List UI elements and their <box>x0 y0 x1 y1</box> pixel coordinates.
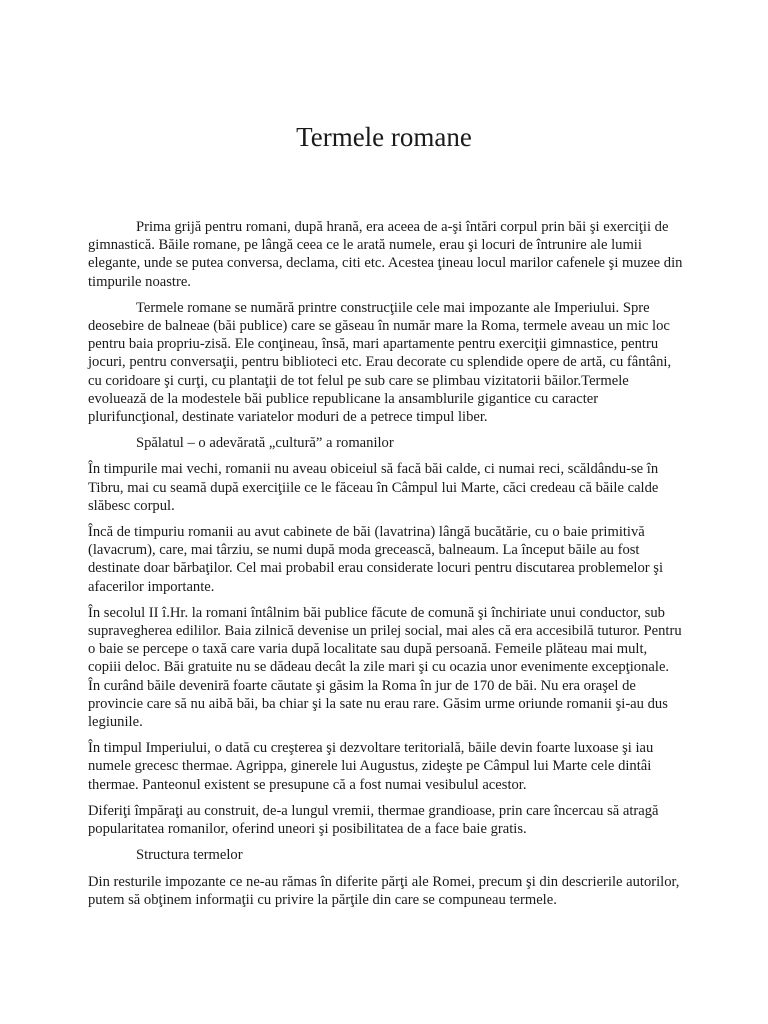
paragraph: Termele romane se numără printre construcţiile cele mai impozante ale Imperiului. Spre deosebire de balneae (băi publice) care se găseau în număr mare la Roma, termele aveau un mic loc pentru baia propriu-zisă. Ele conţineau, însă, mari apartamente pentru exerciţii gimnastice, pentru jocuri, pentru conversaţii, pentru biblioteci etc. Erau decorate cu splendide opere de artă, cu fântâni, cu coridoare şi curţi, cu plantaţii de tot felul pe sub care se plimbau vizitatorii băilor.Termele evoluează de la modestele băi publice republicane la ansamblurile gigantice cu caracter plurifuncţional, destinate variatelor moduri de a petrece timpul liber. <box>88 299 672 426</box>
paragraph: În timpurile mai vechi, romanii nu aveau obiceiul să facă băi calde, ci numai reci, scăldându-se în Tibru, mai cu seamă după exerciţiile ce le făceau în Câmpul lui Marte, căci credeau că băile calde slăbesc corpul. <box>88 461 659 514</box>
paragraph: Încă de timpuriu romanii au avut cabinete de băi (lavatrina) lângă bucătărie, cu o baie primitivă (lavacrum), care, mai târziu, se numi după moda grecească, balneaum. La început băile au fost destinate doar bărbaţilor. Cel mai probabil erau considerate locuri pentru discutarea problemelor şi afacerilor importante. <box>88 524 664 595</box>
section-heading: Structura termelor <box>136 847 243 864</box>
document-body <box>88 218 684 917</box>
section-heading: Spălatul – o adevărată „cultură” a romanilor <box>136 435 394 452</box>
paragraph: Prima grijă pentru romani, după hrană, era aceea de a-şi întări corpul prin băi şi exerciţii de gimnastică. Băile romane, pe lângă ceea ce le arată numele, erau şi locuri de întrunire ale lumii elegante, unde se putea conversa, declama, citi etc. Acestea ţineau locul marilor cafenele şi muzee din timpurile noastre. <box>88 219 683 290</box>
paragraph: Diferiţi împăraţi au construit, de-a lungul vremii, thermae grandioase, prin care încercau să atragă popularitatea romanilor, oferind uneori şi posibilitatea de a face baie gratis. <box>88 802 659 838</box>
paragraph: În timpul Imperiului, o dată cu creşterea şi dezvoltare teritorială, băile devin foarte luxoase şi iau numele grecesc thermae. Agrippa, ginerele lui Augustus, zideşte pe Câmpul lui Marte cele dintâi thermae. Panteonul existent se presupune că a fost numai vesibulul acestor. <box>88 740 654 793</box>
paragraph: În secolul II î.Hr. la romani întâlnim băi publice făcute de comună şi închiriate unui conductor, sub supravegherea edililor. Baia zilnică devenise un prilej social, mai ales că era accesibilă tuturor. Pentru o baie se percepe o taxă care varia după localitate sau după persoană. Femeile plăteau mai mult, copiii deloc. Băi gratuite nu se dădeau decât la zile mari şi cu ocazia unor evenimente excepţionale. În curând băile deveniră foarte căutate şi găsim la Roma în jur de 170 de băi. Nu era oraşel de provincie care să nu aibă băi, ba chiar şi la sate nu erau rare. Găsim urme oriunde romanii şi-au dus legiunile. <box>88 604 682 731</box>
paragraph: Din resturile impozante ce ne-au rămas în diferite părţi ale Romei, precum şi din descrierile autorilor, putem să obţinem informaţii cu privire la părţile din care se compuneau termele. <box>88 873 680 908</box>
document-title: Termele romane <box>296 122 472 152</box>
